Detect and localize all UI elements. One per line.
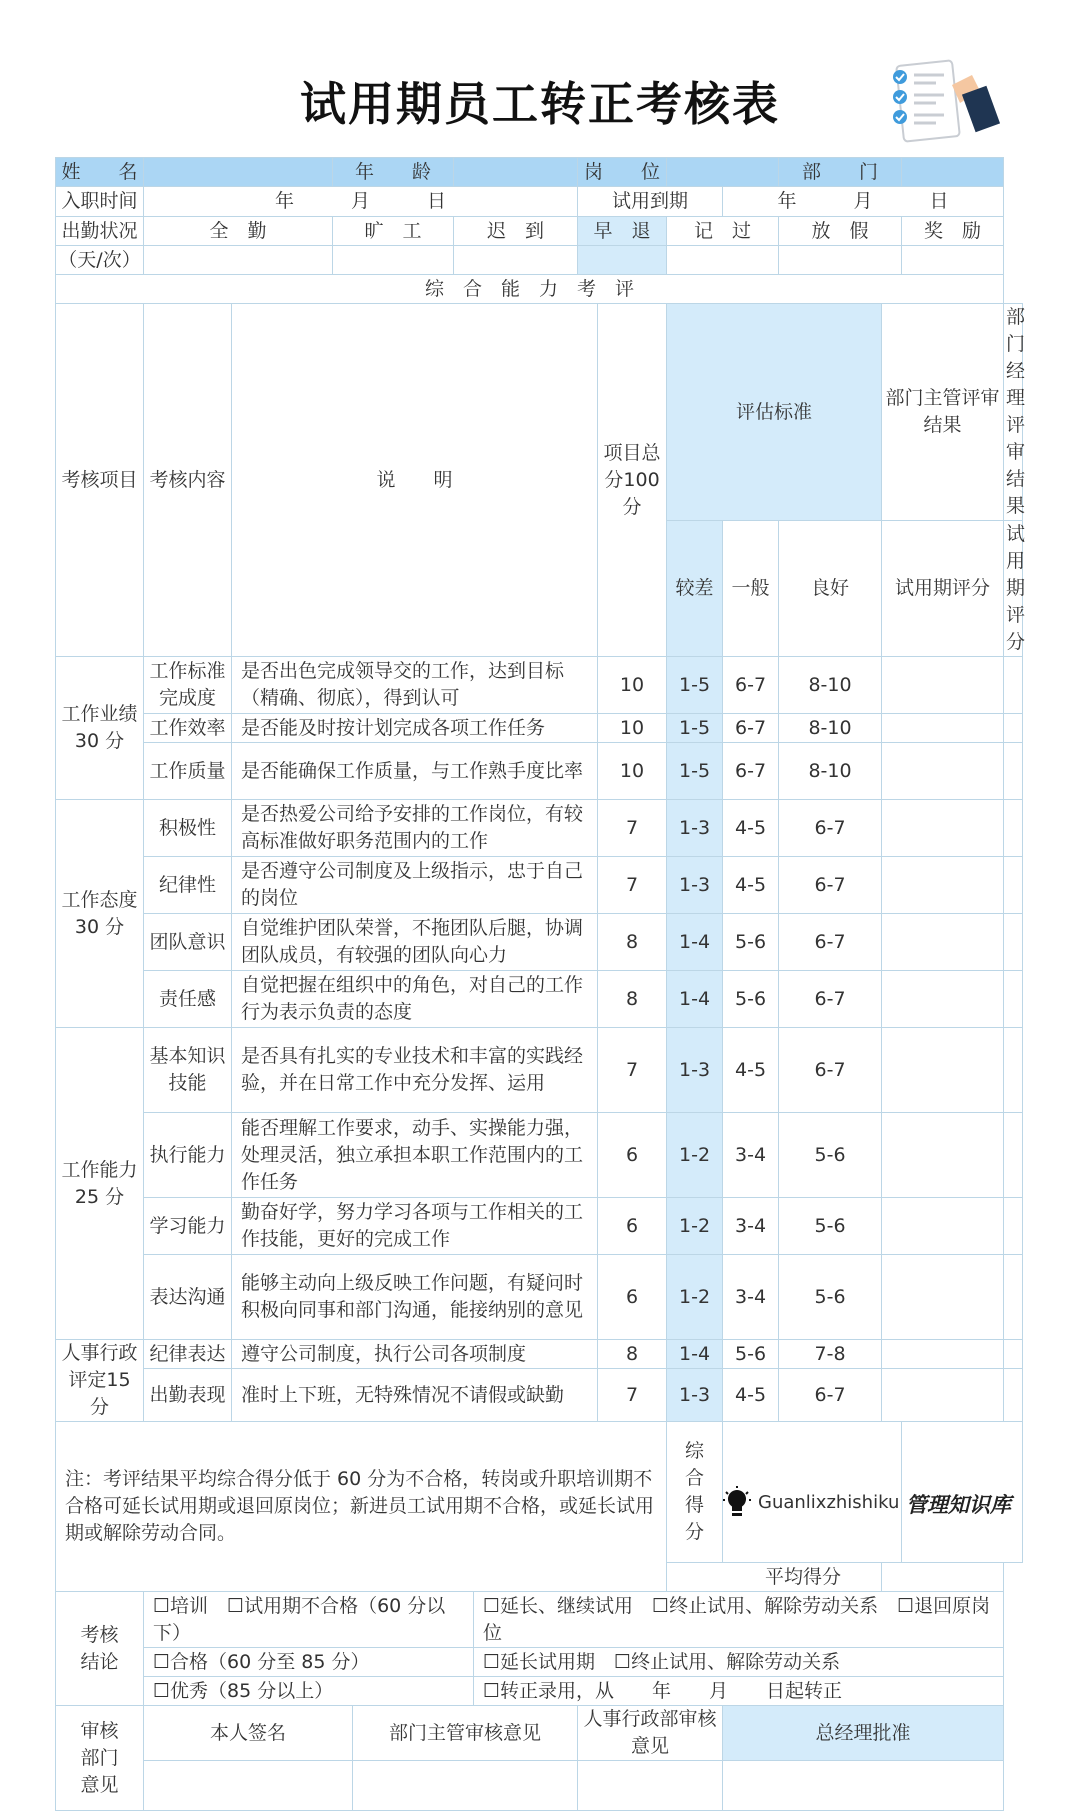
criteria-desc: 勤奋好学，努力学习各项与工作相关的工作技能，更好的完成工作 bbox=[232, 1198, 598, 1255]
criteria-row bbox=[56, 1255, 1023, 1340]
criteria-normal: 5-6 bbox=[723, 971, 779, 1028]
criteria-desc: 自觉把握在组织中的角色，对自己的工作行为表示负责的态度 bbox=[232, 971, 598, 1028]
criteria-content bbox=[144, 1340, 232, 1369]
criteria-total: 7 bbox=[598, 1369, 667, 1422]
reward-input[interactable] bbox=[902, 246, 1004, 275]
col-standard-header: 评估标准 bbox=[667, 304, 882, 521]
criteria-total: 10 bbox=[598, 743, 667, 800]
criteria-row bbox=[56, 1369, 1023, 1422]
self-sign-label: 本人签名 bbox=[144, 1706, 353, 1761]
criteria-row bbox=[56, 714, 1023, 743]
criteria-row bbox=[56, 1198, 1023, 1255]
criteria-group-label bbox=[56, 800, 144, 1028]
criteria-good: 7-8 bbox=[779, 1340, 882, 1369]
demerit-input[interactable] bbox=[667, 246, 779, 275]
criteria-poor: 1-2 bbox=[667, 1198, 723, 1255]
page-title: 试用期员工转正考核表 bbox=[300, 77, 780, 131]
criteria-supervisor-score[interactable] bbox=[882, 857, 1004, 914]
conclusion-option-excellent[interactable]: ☐优秀（85 分以上） bbox=[144, 1677, 474, 1706]
criteria-content-text: 工作效率 bbox=[149, 716, 226, 739]
criteria-total: 6 bbox=[598, 1255, 667, 1340]
criteria-poor: 1-4 bbox=[667, 1340, 723, 1369]
criteria-good: 5-6 bbox=[779, 1255, 882, 1340]
criteria-group-text: 工作能力25 分 bbox=[61, 1158, 138, 1208]
criteria-row bbox=[56, 743, 1023, 800]
conclusion-option-extend[interactable]: ☐延长、继续试用 ☐终止试用、解除劳动关系 ☐退回原岗位 bbox=[474, 1592, 1004, 1648]
composite-score-label bbox=[667, 1422, 723, 1563]
assessment-table bbox=[55, 157, 1026, 1811]
late-label: 迟 到 bbox=[454, 217, 578, 246]
assessment-form bbox=[55, 157, 1026, 1811]
criteria-total: 7 bbox=[598, 1028, 667, 1113]
criteria-content-text: 责任感 bbox=[158, 987, 216, 1010]
criteria-content-text: 学习能力 bbox=[149, 1214, 226, 1237]
footer-brand bbox=[720, 1486, 1050, 1522]
criteria-normal: 4-5 bbox=[723, 857, 779, 914]
dept-input[interactable] bbox=[902, 158, 1004, 187]
criteria-poor: 1-5 bbox=[667, 714, 723, 743]
criteria-row bbox=[56, 914, 1023, 971]
criteria-content bbox=[144, 914, 232, 971]
criteria-content-text: 团队意识 bbox=[149, 930, 226, 953]
criteria-content bbox=[144, 857, 232, 914]
criteria-supervisor-score[interactable] bbox=[882, 1340, 1004, 1369]
criteria-manager-score[interactable] bbox=[1004, 1369, 1023, 1422]
criteria-normal: 4-5 bbox=[723, 1028, 779, 1113]
criteria-total: 7 bbox=[598, 800, 667, 857]
criteria-supervisor-score[interactable] bbox=[882, 743, 1004, 800]
name-label: 姓 名 bbox=[56, 158, 144, 187]
criteria-row bbox=[56, 1113, 1023, 1198]
criteria-supervisor-score[interactable] bbox=[882, 1198, 1004, 1255]
criteria-row bbox=[56, 800, 1023, 857]
conclusion-label: 考核结论 bbox=[56, 1592, 144, 1706]
criteria-desc: 是否能及时按计划完成各项工作任务 bbox=[232, 714, 598, 743]
probation-end-label: 试用到期 bbox=[578, 187, 723, 217]
criteria-content-text: 积极性 bbox=[158, 816, 216, 839]
criteria-supervisor-score[interactable] bbox=[882, 971, 1004, 1028]
criteria-group-label bbox=[56, 1340, 144, 1422]
conclusion-option-pass[interactable]: ☐合格（60 分至 85 分） bbox=[144, 1648, 474, 1677]
criteria-manager-score[interactable] bbox=[1004, 1255, 1023, 1340]
criteria-supervisor-score[interactable] bbox=[882, 914, 1004, 971]
col-supervisor-header: 部门主管评审结果 bbox=[882, 304, 1004, 521]
criteria-poor: 1-5 bbox=[667, 743, 723, 800]
criteria-supervisor-score[interactable] bbox=[882, 1113, 1004, 1198]
criteria-desc: 遵守公司制度，执行公司各项制度 bbox=[232, 1340, 598, 1369]
criteria-desc: 准时上下班，无特殊情况不请假或缺勤 bbox=[232, 1369, 598, 1422]
hire-date-label: 入职时间 bbox=[56, 187, 144, 217]
criteria-desc: 是否能确保工作质量，与工作熟手度比率 bbox=[232, 743, 598, 800]
criteria-supervisor-score[interactable] bbox=[882, 657, 1004, 714]
conclusion-option-extend-or-terminate[interactable]: ☐延长试用期 ☐终止试用、解除劳动关系 bbox=[474, 1648, 1004, 1677]
age-label: 年 龄 bbox=[333, 158, 454, 187]
gm-approval-input[interactable] bbox=[723, 1761, 1004, 1811]
criteria-normal: 4-5 bbox=[723, 1369, 779, 1422]
age-input[interactable] bbox=[454, 158, 578, 187]
criteria-poor: 1-4 bbox=[667, 971, 723, 1028]
col-good-header: 良好 bbox=[779, 521, 882, 657]
criteria-poor: 1-2 bbox=[667, 1113, 723, 1198]
criteria-content bbox=[144, 743, 232, 800]
criteria-content-text: 纪律性 bbox=[158, 873, 216, 896]
col-supervisor-score-header: 试用期评分 bbox=[882, 521, 1004, 657]
criteria-total: 8 bbox=[598, 971, 667, 1028]
criteria-total: 8 bbox=[598, 1340, 667, 1369]
criteria-desc: 是否具有扎实的专业技术和丰富的实践经验，并在日常工作中充分发挥、运用 bbox=[232, 1028, 598, 1113]
self-sign-input[interactable] bbox=[144, 1761, 353, 1811]
criteria-content bbox=[144, 800, 232, 857]
criteria-poor: 1-4 bbox=[667, 914, 723, 971]
early-leave-label: 早 退 bbox=[578, 217, 667, 246]
criteria-total: 6 bbox=[598, 1113, 667, 1198]
criteria-good: 6-7 bbox=[779, 1028, 882, 1113]
note-text: 注：考评结果平均综合得分低于 60 分为不合格，转岗或升职培训期不合格可延长试用期或退回原岗位；新进员工试用期不合格，或延长试用期或解除劳动合同。 bbox=[56, 1422, 667, 1592]
footer-brand-cn: 管理知识库 bbox=[906, 1492, 1011, 1517]
criteria-supervisor-score[interactable] bbox=[882, 714, 1004, 743]
criteria-manager-score[interactable] bbox=[1004, 714, 1023, 743]
leave-input[interactable] bbox=[779, 246, 902, 275]
criteria-poor: 1-2 bbox=[667, 1255, 723, 1340]
criteria-manager-score[interactable] bbox=[1004, 857, 1023, 914]
criteria-desc: 是否热爱公司给予安排的工作岗位，有较高标准做好职务范围内的工作 bbox=[232, 800, 598, 857]
col-manager-header: 部门经理评审结果 bbox=[1004, 304, 1023, 521]
criteria-group-label bbox=[56, 1028, 144, 1340]
criteria-good: 8-10 bbox=[779, 743, 882, 800]
average-score-input[interactable] bbox=[882, 1563, 1004, 1592]
demerit-label: 记 过 bbox=[667, 217, 779, 246]
criteria-desc: 能够主动向上级反映工作问题，有疑问时积极向同事和部门沟通，能接纳别的意见 bbox=[232, 1255, 598, 1340]
criteria-content-text: 工作质量 bbox=[149, 759, 226, 782]
footer-brand-text: Guanlixzhishiku bbox=[758, 1492, 900, 1513]
absent-label: 旷 工 bbox=[333, 217, 454, 246]
criteria-good: 6-7 bbox=[779, 1369, 882, 1422]
criteria-poor: 1-3 bbox=[667, 800, 723, 857]
criteria-content-text: 执行能力 bbox=[149, 1143, 226, 1166]
criteria-poor: 1-3 bbox=[667, 1369, 723, 1422]
criteria-content-text: 基本知识技能 bbox=[149, 1045, 226, 1094]
criteria-content bbox=[144, 971, 232, 1028]
criteria-good: 5-6 bbox=[779, 1198, 882, 1255]
gm-approval-label: 总经理批准 bbox=[723, 1706, 1004, 1761]
criteria-normal: 6-7 bbox=[723, 743, 779, 800]
criteria-supervisor-score[interactable] bbox=[882, 800, 1004, 857]
col-desc-header: 说 明 bbox=[232, 304, 598, 657]
post-input[interactable] bbox=[667, 158, 779, 187]
criteria-manager-score[interactable] bbox=[1004, 1028, 1023, 1113]
criteria-content-text: 表达沟通 bbox=[149, 1285, 226, 1308]
hr-opinion-input[interactable] bbox=[578, 1761, 723, 1811]
approval-label: 审核部门意见 bbox=[56, 1706, 144, 1811]
criteria-row bbox=[56, 971, 1023, 1028]
checklist-illustration-icon bbox=[882, 55, 1002, 147]
criteria-poor: 1-3 bbox=[667, 857, 723, 914]
conclusion-option-confirm[interactable]: ☐转正录用，从 年 月 日起转正 bbox=[474, 1677, 1004, 1706]
criteria-poor: 1-5 bbox=[667, 657, 723, 714]
criteria-total: 6 bbox=[598, 1198, 667, 1255]
col-content-header: 考核内容 bbox=[144, 304, 232, 657]
criteria-row bbox=[56, 1340, 1023, 1369]
conclusion-option-fail[interactable]: ☐培训 ☐试用期不合格（60 分以下） bbox=[144, 1592, 474, 1648]
criteria-content-text: 纪律表达 bbox=[149, 1342, 226, 1365]
criteria-supervisor-score[interactable] bbox=[882, 1255, 1004, 1340]
criteria-group-text: 人事行政评定15 分 bbox=[61, 1342, 138, 1418]
criteria-total: 10 bbox=[598, 657, 667, 714]
criteria-content-text: 工作标准完成度 bbox=[149, 660, 226, 709]
criteria-desc: 能否理解工作要求，动手、实操能力强，处理灵活，独立承担本职工作范围内的工作任务 bbox=[232, 1113, 598, 1198]
supervisor-opinion-label: 部门主管审核意见 bbox=[353, 1706, 578, 1761]
absent-input[interactable] bbox=[333, 246, 454, 275]
section-title: 综 合 能 力 考 评 bbox=[56, 275, 1004, 304]
criteria-manager-score[interactable] bbox=[1004, 743, 1023, 800]
criteria-normal: 3-4 bbox=[723, 1255, 779, 1340]
criteria-normal: 6-7 bbox=[723, 657, 779, 714]
supervisor-opinion-input[interactable] bbox=[353, 1761, 578, 1811]
criteria-good: 8-10 bbox=[779, 714, 882, 743]
criteria-total: 7 bbox=[598, 857, 667, 914]
criteria-content bbox=[144, 1255, 232, 1340]
criteria-total: 8 bbox=[598, 914, 667, 971]
criteria-supervisor-score[interactable] bbox=[882, 1028, 1004, 1113]
col-item-header: 考核项目 bbox=[56, 304, 144, 657]
criteria-manager-score[interactable] bbox=[1004, 914, 1023, 971]
name-input[interactable] bbox=[144, 158, 333, 187]
criteria-good: 6-7 bbox=[779, 971, 882, 1028]
criteria-manager-score[interactable] bbox=[1004, 657, 1023, 714]
post-label: 岗 位 bbox=[578, 158, 667, 187]
criteria-normal: 6-7 bbox=[723, 714, 779, 743]
criteria-good: 6-7 bbox=[779, 914, 882, 971]
dept-label: 部 门 bbox=[779, 158, 902, 187]
hire-date-field[interactable]: 年 月 日 bbox=[144, 187, 578, 217]
criteria-row bbox=[56, 1028, 1023, 1113]
composite-score-text: 综合得分 bbox=[685, 1440, 705, 1543]
criteria-normal: 3-4 bbox=[723, 1113, 779, 1198]
leave-label: 放 假 bbox=[779, 217, 902, 246]
criteria-content-text: 出勤表现 bbox=[149, 1383, 226, 1406]
early-leave-input[interactable] bbox=[578, 246, 667, 275]
col-total-header: 项目总分100 分 bbox=[598, 304, 667, 657]
criteria-row bbox=[56, 657, 1023, 714]
criteria-normal: 5-6 bbox=[723, 1340, 779, 1369]
criteria-group-text: 工作态度30 分 bbox=[61, 888, 138, 938]
col-manager-score-header: 试用期评分 bbox=[1004, 521, 1023, 657]
criteria-desc: 自觉维护团队荣誉，不拖团队后腿，协调团队成员，有较强的团队向心力 bbox=[232, 914, 598, 971]
criteria-manager-score[interactable] bbox=[1004, 1340, 1023, 1369]
criteria-good: 6-7 bbox=[779, 800, 882, 857]
criteria-normal: 4-5 bbox=[723, 800, 779, 857]
criteria-good: 8-10 bbox=[779, 657, 882, 714]
probation-end-field[interactable]: 年 月 日 bbox=[723, 187, 1004, 217]
criteria-supervisor-score[interactable] bbox=[882, 1369, 1004, 1422]
criteria-good: 6-7 bbox=[779, 857, 882, 914]
criteria-normal: 3-4 bbox=[723, 1198, 779, 1255]
hr-opinion-label: 人事行政部审核意见 bbox=[578, 1706, 723, 1761]
criteria-content bbox=[144, 1113, 232, 1198]
criteria-content bbox=[144, 1369, 232, 1422]
col-poor-header: 较差 bbox=[667, 521, 723, 657]
average-score-label: 平均得分 bbox=[667, 1563, 882, 1592]
criteria-normal: 5-6 bbox=[723, 914, 779, 971]
lightbulb-icon bbox=[722, 1486, 752, 1520]
criteria-content bbox=[144, 1028, 232, 1113]
criteria-manager-score[interactable] bbox=[1004, 1113, 1023, 1198]
criteria-poor: 1-3 bbox=[667, 1028, 723, 1113]
criteria-desc: 是否出色完成领导交的工作，达到目标（精确、彻底），得到认可 bbox=[232, 657, 598, 714]
criteria-body bbox=[56, 657, 1023, 1422]
criteria-manager-score[interactable] bbox=[1004, 800, 1023, 857]
criteria-content bbox=[144, 714, 232, 743]
full-attendance-input[interactable] bbox=[144, 246, 333, 275]
col-normal-header: 一般 bbox=[723, 521, 779, 657]
criteria-row bbox=[56, 857, 1023, 914]
criteria-content bbox=[144, 657, 232, 714]
reward-label: 奖 励 bbox=[902, 217, 1004, 246]
criteria-good: 5-6 bbox=[779, 1113, 882, 1198]
criteria-manager-score[interactable] bbox=[1004, 1198, 1023, 1255]
attendance-unit-label: （天/次） bbox=[56, 246, 144, 275]
criteria-group-text: 工作业绩30 分 bbox=[61, 703, 138, 752]
late-input[interactable] bbox=[454, 246, 578, 275]
attendance-label: 出勤状况 bbox=[56, 217, 144, 246]
criteria-manager-score[interactable] bbox=[1004, 971, 1023, 1028]
criteria-content bbox=[144, 1198, 232, 1255]
full-attendance-label: 全 勤 bbox=[144, 217, 333, 246]
criteria-total: 10 bbox=[598, 714, 667, 743]
criteria-group-label bbox=[56, 657, 144, 800]
criteria-desc: 是否遵守公司制度及上级指示，忠于自己的岗位 bbox=[232, 857, 598, 914]
